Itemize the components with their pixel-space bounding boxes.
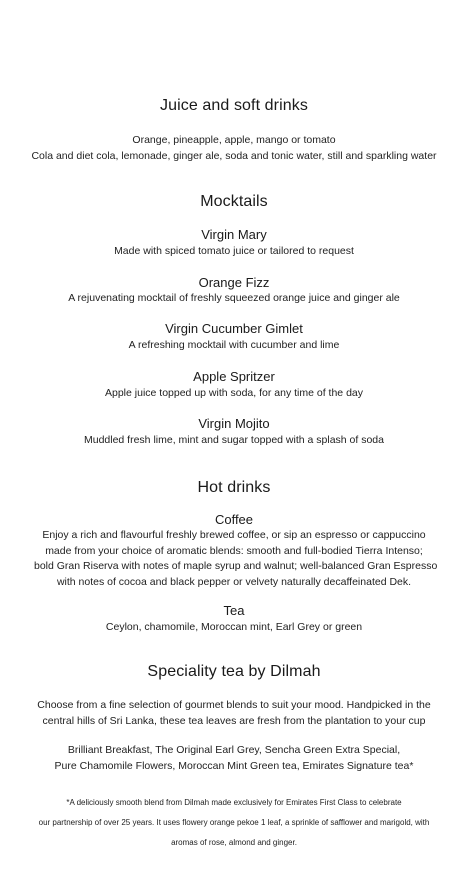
mocktail-description: Made with spiced tomato juice or tailored to request <box>114 245 354 257</box>
coffee-name: Coffee <box>214 512 254 527</box>
mocktail-name: Virgin Cucumber Gimlet <box>165 321 303 336</box>
mocktail-description: A rejuvenating mocktail of freshly squeezed orange juice and ginger ale <box>68 292 400 304</box>
coffee-description <box>34 528 438 590</box>
footnote-line: aromas of rose, almond and ginger. <box>171 838 297 847</box>
mocktail-name: Virgin Mojito <box>198 416 270 431</box>
dilmah-blends-line: Brilliant Breakfast, The Original Earl Grey, Sencha Green Extra Special, <box>67 744 401 756</box>
tea-description: Ceylon, chamomile, Moroccan mint, Earl Grey or green <box>105 621 363 633</box>
dilmah-section-title: Speciality tea by Dilmah <box>147 663 321 680</box>
mocktail-name: Orange Fizz <box>198 275 270 290</box>
dilmah-intro <box>34 698 434 729</box>
footnote-line: our partnership of over 25 years. It uses flowery orange pekoe 1 leaf, a sprinkle of safflower and marigold, with <box>38 818 430 827</box>
juice-section-title: Juice and soft drinks <box>160 97 308 114</box>
mocktail-description: Muddled fresh lime, mint and sugar topped with a splash of soda <box>83 434 384 446</box>
coffee-description-line: bold Gran Riserva with notes of maple syrup and walnut; well-balanced Gran Espresso <box>34 560 438 572</box>
dilmah-blends <box>34 743 434 774</box>
mocktails-section-title: Mocktails <box>200 193 268 210</box>
coffee-description-line: with notes of cocoa and black pepper or velvety naturally decaffeinated Dek. <box>56 575 412 588</box>
mocktail-description: Apple juice topped up with soda, for any time of the day <box>105 387 363 399</box>
mocktail-description: A refreshing mocktail with cucumber and lime <box>128 339 340 351</box>
juice-line-2: Cola and diet cola, lemonade, ginger ale, soda and tonic water, still and sparkling water <box>31 150 437 162</box>
juice-line-1: Orange, pineapple, apple, mango or tomato <box>132 134 336 146</box>
mocktail-name: Apple Spritzer <box>193 369 275 384</box>
tea-name: Tea <box>223 603 245 618</box>
coffee-description-line: Enjoy a rich and flavourful freshly brewed coffee, or sip an espresso or cappuccino <box>42 529 426 541</box>
dilmah-blends-line: Pure Chamomile Flowers, Moroccan Mint Green tea, Emirates Signature tea* <box>54 759 414 772</box>
hot-drinks-section-title: Hot drinks <box>197 479 271 496</box>
mocktail-name: Virgin Mary <box>201 227 267 242</box>
dilmah-intro-line: Choose from a fine selection of gourmet blends to suit your mood. Handpicked in the <box>37 699 431 711</box>
dilmah-intro-line: central hills of Sri Lanka, these tea leaves are fresh from the plantation to your cup <box>42 714 426 727</box>
footnote-line: *A deliciously smooth blend from Dilmah made exclusively for Emirates First Class to celebrate <box>66 798 402 807</box>
coffee-description-line: made from your choice of aromatic blends: smooth and full-bodied Tierra Intenso; <box>45 544 423 557</box>
dilmah-footnote <box>20 793 448 853</box>
